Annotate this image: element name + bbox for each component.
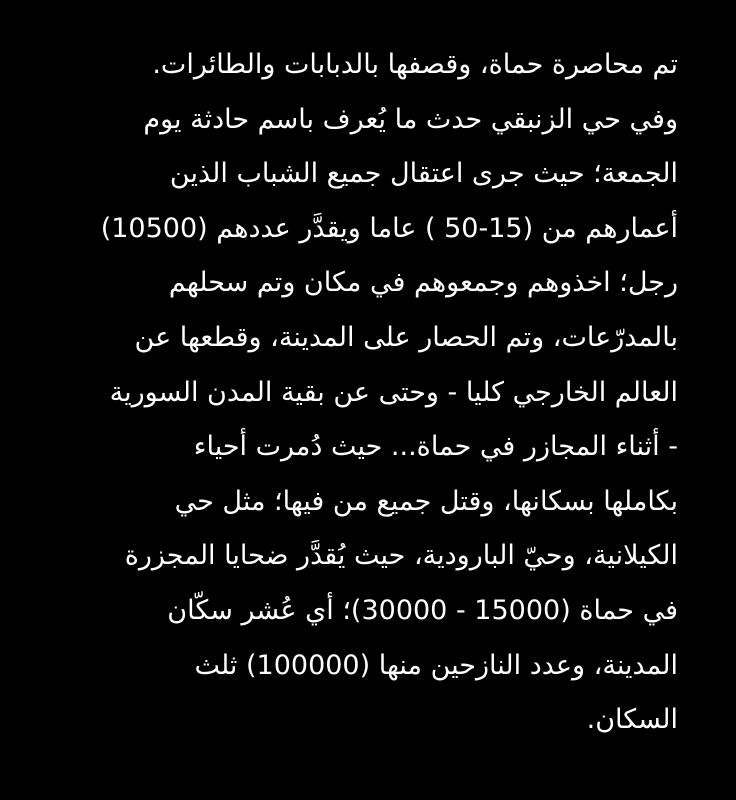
arabic-text-block: [58, 38, 678, 748]
text-line-13: السكان.: [586, 704, 678, 736]
text-line-6: بالمدرّعات، وتم الحصار على المدينة، وقطعها عن: [134, 321, 678, 353]
text-line-9: بكاملها بسكانها، وقتل جميع من فيها؛ مثل حي: [174, 485, 678, 517]
text-line-3: الجمعة؛ حيث جرى اعتقال جميع الشباب الذين: [169, 158, 678, 190]
text-line-12: المدينة، وعدد النازحين منها (100000) ثلث: [194, 649, 678, 681]
text-line-2: وفي حي الزنبقي حدث ما يُعرف باسم حادثة يوم: [143, 103, 678, 135]
text-line-1: تم محاصرة حماة، وقصفها بالدبابات والطائرات.: [152, 49, 678, 80]
text-line-11: في حماة (15000 - 30000)؛ أي عُشر سكّان: [167, 594, 678, 626]
text-line-7: العالم الخارجي كليا - وحتى عن بقية المدن السورية: [109, 376, 678, 408]
text-line-5: رجل؛ اخذوهم وجمعوهم في مكان وتم سحلهم: [168, 267, 678, 299]
text-line-8: - أثناء المجازر في حماة... حيث دُمرت أحياء: [193, 431, 678, 463]
text-line-10: الكيلانية، وحيّ البارودية، حيث يُقدَّر ضحايا المجزرة: [124, 540, 678, 572]
text-line-4: أعمارهم من (15-50 ) عاما ويقدَّر عددهم (10500): [100, 212, 678, 244]
